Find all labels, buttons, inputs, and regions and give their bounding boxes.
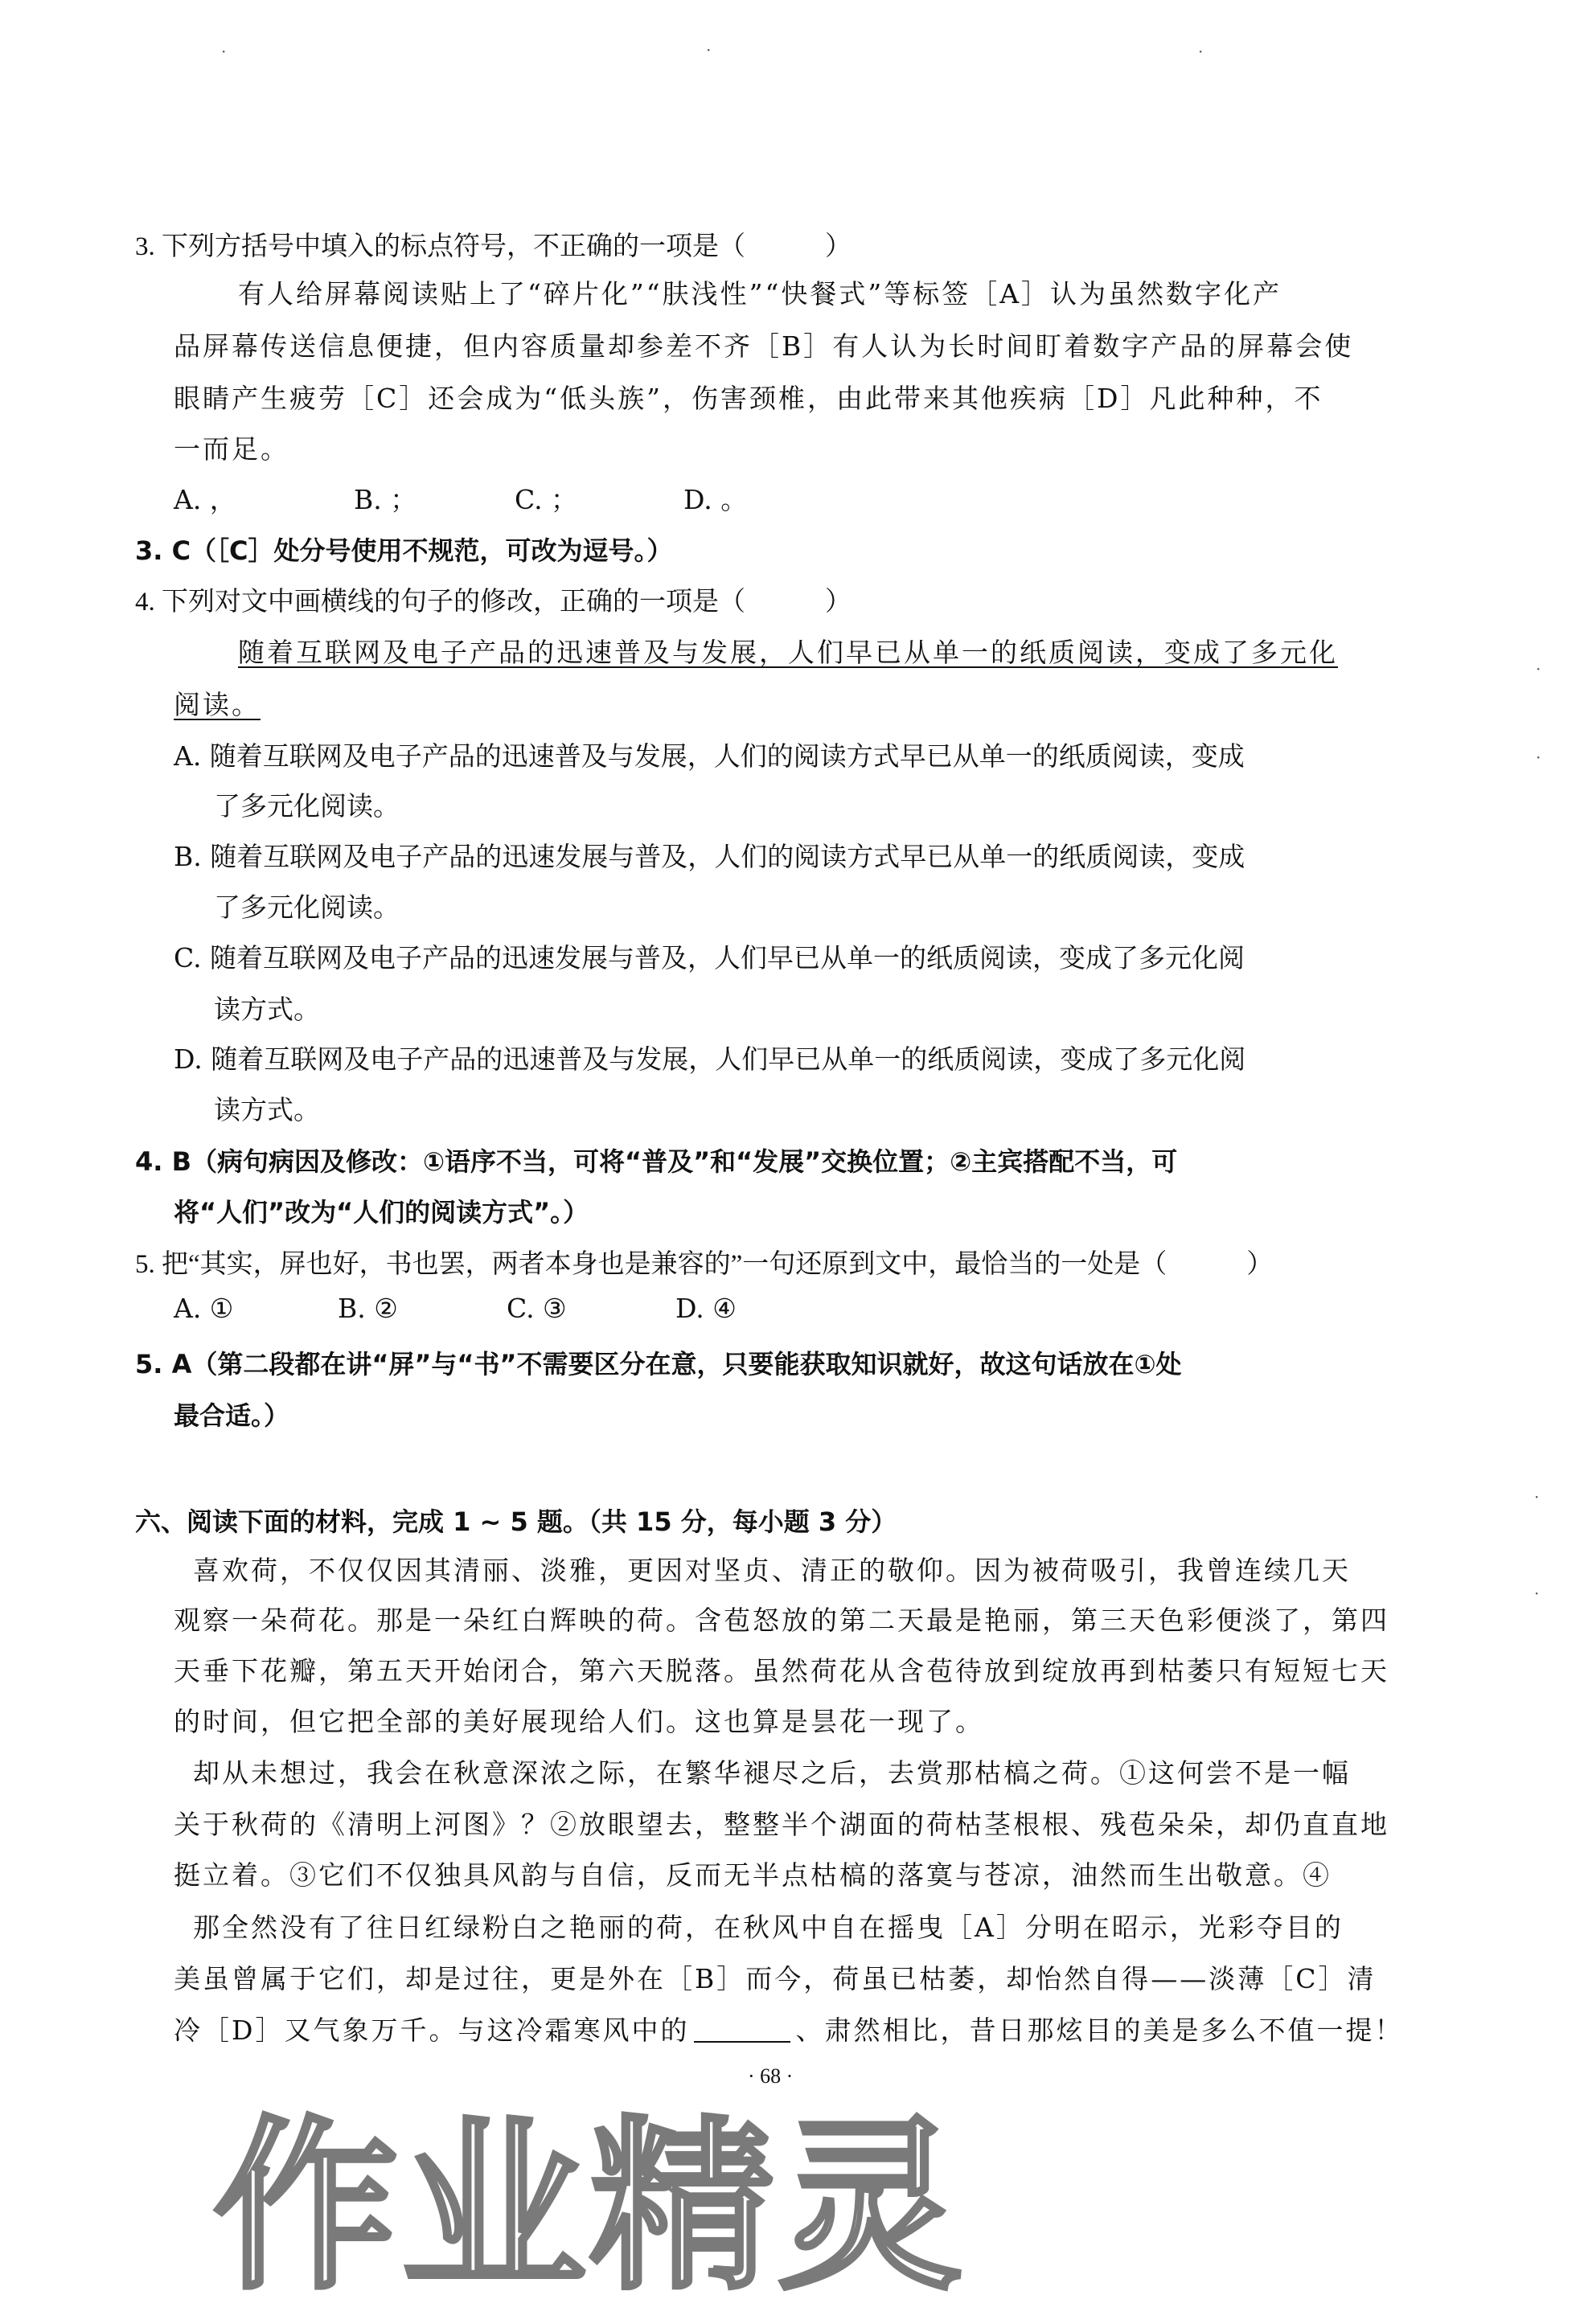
watermark-logo: 作业精灵 bbox=[213, 2101, 966, 2315]
q4-answer-cont: 将“人们”改为“人们的阅读方式”。） bbox=[174, 1197, 589, 1228]
q3-passage-line: 眼睛产生疲劳［C］还会成为“低头族”，伤害颈椎，由此带来其他疾病［D］凡此种种，不 bbox=[174, 383, 1323, 414]
q3-passage-line: 一而足。 bbox=[174, 433, 289, 465]
para3-line: 美虽曾属于它们，却是过往，更是外在［B］而今，荷虽已枯萎，却怡然自得——淡薄［C］清 bbox=[174, 1963, 1377, 1994]
para1-line: 的时间，但它把全部的美好展现给人们。这也算是昙花一现了。 bbox=[174, 1706, 984, 1737]
scan-speck: · bbox=[221, 42, 227, 61]
para2-line: 却从未想过，我会在秋意深浓之际，在繁华褪尽之后，去赏那枯槁之荷。①这何尝不是一幅 bbox=[193, 1757, 1351, 1789]
q5-option-b: B. ② bbox=[338, 1293, 398, 1324]
q3-answer: 3. C（［C］处分号使用不规范，可改为逗号。） bbox=[135, 535, 673, 566]
scan-speck: · bbox=[1534, 1487, 1540, 1506]
q3-stem: 3. 下列方括号中填入的标点符号，不正确的一项是（ ） bbox=[135, 232, 852, 261]
q4-option-d-cont: 读方式。 bbox=[214, 1094, 320, 1125]
q4-answer: 4. B（病句病因及修改：①语序不当，可将“普及”和“发展”交换位置；②主宾搭配不当，可 bbox=[135, 1146, 1178, 1177]
scan-speck: · bbox=[1198, 42, 1204, 61]
para2-line: 关于秋荷的《清明上河图》？②放眼望去，整整半个湖面的荷枯茎根根、残苞朵朵，却仍直直地 bbox=[174, 1809, 1389, 1840]
para3-line-last bbox=[174, 2010, 1403, 2047]
page-number: · 68 · bbox=[748, 2064, 794, 2088]
para1-line: 喜欢荷，不仅仅因其清丽、淡雅，更因对坚贞、清正的敬仰。因为被荷吸引，我曾连续几天 bbox=[193, 1555, 1351, 1586]
q4-option-a: A. 随着互联网及电子产品的迅速普及与发展，人们的阅读方式早已从单一的纸质阅读，变成 bbox=[174, 740, 1245, 772]
q5-answer-cont: 最合适。） bbox=[174, 1400, 290, 1431]
q5-option-c: C. ③ bbox=[507, 1293, 567, 1324]
q3-option-c: C. ； bbox=[515, 484, 578, 515]
q4-option-b: B. 随着互联网及电子产品的迅速发展与普及，人们的阅读方式早已从单一的纸质阅读，变成 bbox=[174, 841, 1245, 872]
para3-line: 那全然没有了往日红绿粉白之艳丽的荷，在秋风中自在摇曳［A］分明在昭示，光彩夺目的 bbox=[193, 1912, 1344, 1943]
q5-option-d: D. ④ bbox=[675, 1293, 737, 1324]
scan-speck: · bbox=[1536, 659, 1541, 678]
fill-in-blank bbox=[694, 2041, 790, 2043]
para2-line: 挺立着。③它们不仅独具风韵与自信，反而无半点枯槁的落寞与苍凉，油然而生出敬意。④ bbox=[174, 1859, 1332, 1891]
scan-speck: · bbox=[1536, 748, 1541, 767]
q3-option-a: A. ， bbox=[174, 484, 236, 515]
q4-option-a-cont: 了多元化阅读。 bbox=[214, 790, 400, 822]
q5-option-a: A. ① bbox=[174, 1293, 234, 1324]
q3-option-d: D. 。 bbox=[683, 484, 748, 515]
q4-option-c: C. 随着互联网及电子产品的迅速发展与普及，人们早已从单一的纸质阅读，变成了多元化阅 bbox=[174, 942, 1245, 973]
scan-speck: · bbox=[1534, 1584, 1540, 1603]
q5-answer: 5. A（第二段都在讲“屏”与“书”不需要区分在意，只要能获取知识就好，故这句话放在①处 bbox=[135, 1349, 1182, 1379]
q3-option-b: B. ； bbox=[354, 484, 417, 515]
section6-title: 六、阅读下面的材料，完成 1 ~ 5 题。（共 15 分，每小题 3 分） bbox=[135, 1506, 897, 1537]
q4-option-d: D. 随着互联网及电子产品的迅速普及与发展，人们早已从单一的纸质阅读，变成了多元化阅 bbox=[174, 1043, 1246, 1075]
q4-option-c-cont: 读方式。 bbox=[214, 994, 320, 1025]
q3-passage-line: 品屏幕传送信息便捷，但内容质量却参差不齐［B］有人认为长时间盯着数字产品的屏幕会使 bbox=[174, 330, 1354, 362]
q5-stem: 5. 把“其实，屏也好，书也罢，两者本身也是兼容的”一句还原到文中，最恰当的一处是（ ） bbox=[135, 1250, 1274, 1279]
q4-passage-line: 阅读。 bbox=[174, 689, 261, 720]
para3-text-before-blank: 冷［D］又气象万千。与这冷霜寒风中的 bbox=[174, 2015, 690, 2046]
para1-line: 观察一朵荷花。那是一朵红白辉映的荷。含苞怒放的第二天最是艳丽，第三天色彩便淡了，第四 bbox=[174, 1605, 1389, 1636]
q4-option-b-cont: 了多元化阅读。 bbox=[214, 891, 400, 923]
para1-line: 天垂下花瓣，第五天开始闭合，第六天脱落。虽然荷花从含苞待放到绽放再到枯萎只有短短七天 bbox=[174, 1655, 1389, 1687]
para3-text-after-blank: 、肃然相比，昔日那炫目的美是多么不值一提！ bbox=[795, 2015, 1404, 2046]
q3-passage-line: 有人给屏幕阅读贴上了“碎片化”“肤浅性”“快餐式”等标签［A］认为虽然数字化产 bbox=[238, 278, 1282, 309]
q4-stem: 4. 下列对文中画横线的句子的修改，正确的一项是（ ） bbox=[135, 588, 852, 617]
scan-speck: · bbox=[706, 40, 712, 59]
q4-passage-line: 随着互联网及电子产品的迅速普及与发展，人们早已从单一的纸质阅读，变成了多元化 bbox=[238, 637, 1338, 668]
